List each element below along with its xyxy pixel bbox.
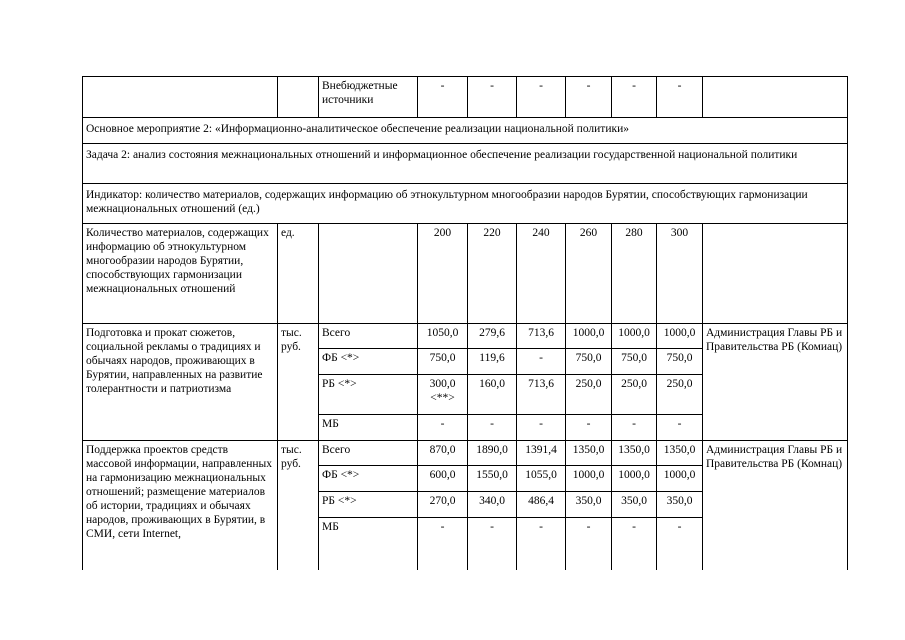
source-label: РБ <*>: [319, 492, 418, 518]
value-cell: 260: [566, 224, 612, 324]
value-cell: -: [468, 518, 517, 570]
value-cell: 300,0 <**>: [418, 375, 468, 415]
measure-name: Количество материалов, содержащих информацию об этнокультурном многообразии народов Бурятии, способствующих гармонизации межнациональных отношений: [83, 224, 278, 324]
value-cell: 1350,0: [566, 441, 612, 466]
value-cell: 279,6: [468, 324, 517, 349]
value-cell: 1000,0: [566, 324, 612, 349]
value-cell: 1350,0: [612, 441, 657, 466]
value-cell: -: [517, 349, 566, 375]
value-cell: 220: [468, 224, 517, 324]
value-cell: 713,6: [517, 324, 566, 349]
value-cell: 1550,0: [468, 466, 517, 492]
value-cell: 240: [517, 224, 566, 324]
value-cell: -: [468, 415, 517, 441]
cell-empty: [703, 77, 848, 118]
cell-empty: [319, 224, 418, 324]
value-cell: -: [612, 77, 657, 118]
source-label: МБ: [319, 415, 418, 441]
value-cell: -: [612, 415, 657, 441]
value-cell: -: [517, 415, 566, 441]
main-event-row: [83, 118, 848, 144]
value-cell: 270,0: [418, 492, 468, 518]
value-cell: 486,4: [517, 492, 566, 518]
value-cell: 250,0: [657, 375, 703, 415]
task-row: [83, 144, 848, 184]
media-total-row: [83, 441, 848, 466]
value-cell: -: [517, 518, 566, 570]
value-cell: -: [657, 518, 703, 570]
value-cell: 350,0: [612, 492, 657, 518]
source-label: ФБ <*>: [319, 466, 418, 492]
value-cell: 340,0: [468, 492, 517, 518]
program-table: [82, 76, 848, 570]
measure-name: Подготовка и прокат сюжетов, социальной рекламы о традициях и обычаях народов, проживающих в Бурятии, направленных на развитие толерантности и патриотизма: [83, 324, 278, 441]
value-cell: 350,0: [566, 492, 612, 518]
value-cell: 1050,0: [418, 324, 468, 349]
value-cell: 1350,0: [657, 441, 703, 466]
measure-name: Поддержка проектов средств массовой информации, направленных на гармонизацию межнациональных отношений; размещение материалов об истории, традициях и обычаях народов, проживающих в Бурятии, в СМИ, сети Internet,: [83, 441, 278, 570]
value-cell: -: [612, 518, 657, 570]
value-cell: 1000,0: [566, 466, 612, 492]
value-cell: 750,0: [612, 349, 657, 375]
value-cell: -: [566, 518, 612, 570]
unit-cell: ед.: [278, 224, 319, 324]
source-label: ФБ <*>: [319, 349, 418, 375]
value-cell: -: [657, 415, 703, 441]
value-cell: -: [566, 77, 612, 118]
source-label: Всего: [319, 441, 418, 466]
executor-cell: Администрация Главы РБ и Правительства РБ (Комнац): [703, 441, 848, 570]
value-cell: 119,6: [468, 349, 517, 375]
value-cell: 1055,0: [517, 466, 566, 492]
source-label: Всего: [319, 324, 418, 349]
extra-budget-row: [83, 77, 848, 118]
value-cell: -: [468, 77, 517, 118]
value-cell: 250,0: [612, 375, 657, 415]
unit-cell: тыс. руб.: [278, 324, 319, 441]
cell-empty: [278, 77, 319, 118]
value-cell: 713,6: [517, 375, 566, 415]
executor-cell: Администрация Главы РБ и Правительства РБ (Комиац): [703, 324, 848, 441]
value-cell: 750,0: [418, 349, 468, 375]
main-event-title: Основное мероприятие 2: «Информационно-аналитическое обеспечение реализации национальной политики»: [83, 118, 848, 144]
value-cell: 1000,0: [612, 466, 657, 492]
value-cell: 200: [418, 224, 468, 324]
value-cell: 1000,0: [612, 324, 657, 349]
task-title: Задача 2: анализ состояния межнациональных отношений и информационное обеспечение реализации государственной национальной политики: [83, 144, 848, 184]
value-cell: 750,0: [566, 349, 612, 375]
indicator-row: [83, 184, 848, 224]
quantity-row: [83, 224, 848, 324]
value-cell: -: [566, 415, 612, 441]
video-total-row: [83, 324, 848, 349]
value-cell: 870,0: [418, 441, 468, 466]
source-label: МБ: [319, 518, 418, 570]
value-cell: 1000,0: [657, 466, 703, 492]
value-cell: -: [418, 518, 468, 570]
cell-empty: [83, 77, 278, 118]
indicator-title: Индикатор: количество материалов, содержащих информацию об этнокультурном многообразии народов Бурятии, способствующих гармонизации межнациональных отношений (ед.): [83, 184, 848, 224]
value-cell: -: [517, 77, 566, 118]
value-cell: 280: [612, 224, 657, 324]
unit-cell: тыс. руб.: [278, 441, 319, 570]
value-cell: -: [418, 77, 468, 118]
value-cell: 750,0: [657, 349, 703, 375]
cell-empty: [703, 224, 848, 324]
value-cell: 160,0: [468, 375, 517, 415]
value-cell: 600,0: [418, 466, 468, 492]
value-cell: 1391,4: [517, 441, 566, 466]
value-cell: 300: [657, 224, 703, 324]
value-cell: 250,0: [566, 375, 612, 415]
value-cell: 1890,0: [468, 441, 517, 466]
value-cell: 1000,0: [657, 324, 703, 349]
value-cell: -: [657, 77, 703, 118]
value-cell: 350,0: [657, 492, 703, 518]
source-label: РБ <*>: [319, 375, 418, 415]
value-cell: -: [418, 415, 468, 441]
source-label: Внебюджетные источники: [319, 77, 418, 118]
